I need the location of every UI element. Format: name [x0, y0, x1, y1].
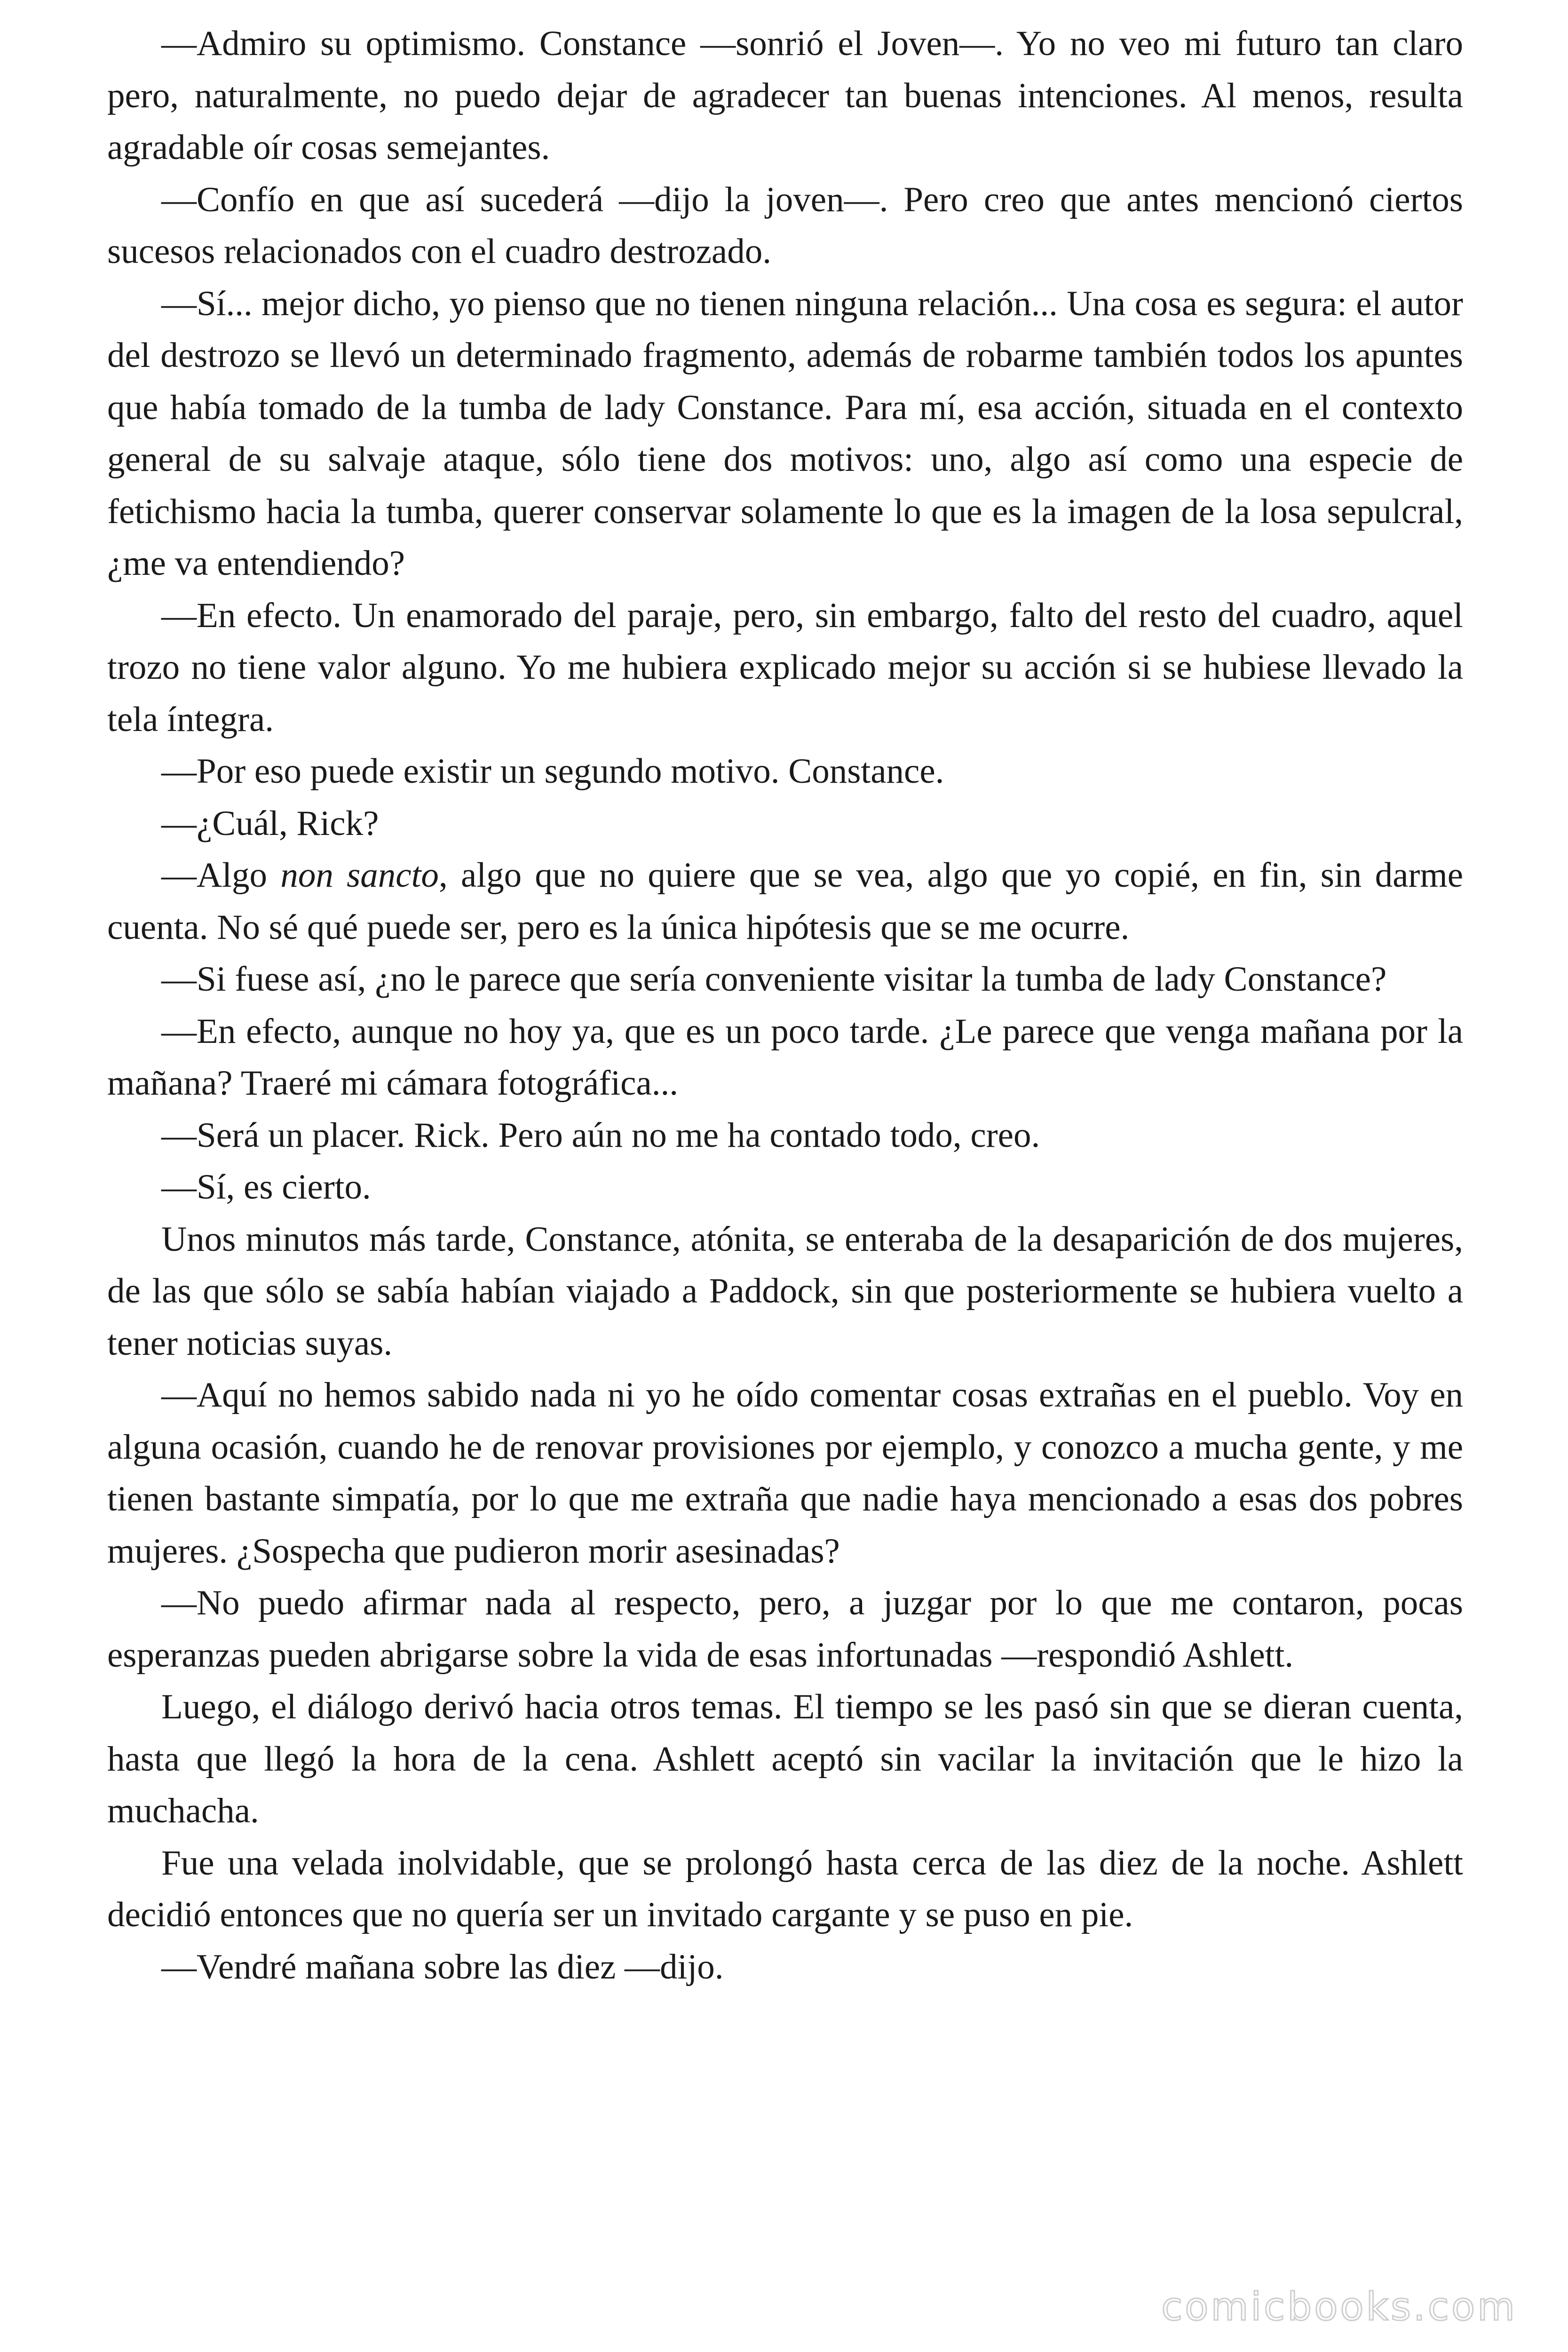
italic-phrase: non sancto — [280, 856, 439, 895]
paragraph: —Algo non sancto, algo que no quiere que se vea, algo que yo copié, en fin, sin darme cuenta. No sé qué puede ser, pero es la única hipótesis que se me ocurre. — [107, 856, 1463, 947]
paragraph: —En efecto. Un enamorado del paraje, pero, sin embargo, falto del resto del cuadro, aquel trozo no tiene valor alguno. Yo me hubiera explicado mejor su acción si se hubiese llevado la tela íntegra. — [107, 596, 1463, 739]
paragraph: Unos minutos más tarde, Constance, atónita, se enteraba de la desaparición de dos mujeres, de las que sólo se sabía habían viajado a Paddock, sin que posteriormente se hubiera vuelto a tener noticias suyas. — [107, 1219, 1463, 1363]
paragraph: —Sí, es cierto. — [161, 1168, 371, 1207]
paragraph: —Si fuese así, ¿no le parece que sería conveniente visitar la tumba de lady Constance? — [161, 960, 1387, 999]
paragraph: —En efecto, aunque no hoy ya, que es un poco tarde. ¿Le parece que venga mañana por la mañana? Traeré mi cámara fotográfica... — [107, 1011, 1463, 1103]
paragraph: —Confío en que así sucederá —dijo la joven—. Pero creo que antes mencionó ciertos sucesos relacionados con el cuadro destrozado. — [107, 180, 1463, 271]
book-page-text — [107, 18, 1463, 1993]
paragraph: —Por eso puede existir un segundo motivo. Constance. — [161, 752, 944, 791]
paragraph: —Sí... mejor dicho, yo pienso que no tienen ninguna relación... Una cosa es segura: el autor del destrozo se llevó un determinado fragmento, además de robarme también todos los apuntes que había tomado de la tumba de lady Constance. Para mí, esa acción, situada en el contexto general de su salvaje ataque, sólo tiene dos motivos: uno, algo así como una especie de fetichismo hacia la tumba, querer conservar solamente lo que es la imagen de la losa sepulcral, ¿me va entendiendo? — [107, 284, 1463, 583]
paragraph: Luego, el diálogo derivó hacia otros temas. El tiempo se les pasó sin que se dieran cuenta, hasta que llegó la hora de la cena. Ashlett aceptó sin vacilar la invitación que le hizo la muchacha. — [107, 1687, 1463, 1830]
watermark: comicbooks.com — [1161, 2285, 1517, 2329]
paragraph: —¿Cuál, Rick? — [161, 803, 379, 843]
paragraph: Fue una velada inolvidable, que se prolongó hasta cerca de las diez de la noche. Ashlett decidió entonces que no quería ser un invitado cargante y se puso en pie. — [107, 1843, 1463, 1934]
paragraph: —No puedo afirmar nada al respecto, pero, a juzgar por lo que me contaron, pocas esperanzas pueden abrigarse sobre la vida de esas infortunadas —respondió Ashlett. — [107, 1583, 1463, 1675]
paragraph: —Aquí no hemos sabido nada ni yo he oído comentar cosas extrañas en el pueblo. Voy en alguna ocasión, cuando he de renovar provisiones por ejemplo, y conozco a mucha gente, y me tienen bastante simpatía, por lo que me extraña que nadie haya mencionado a esas dos pobres mujeres. ¿Sospecha que pudieron morir asesinadas? — [107, 1375, 1463, 1571]
paragraph: —Admiro su optimismo. Constance —sonrió el Joven—. Yo no veo mi futuro tan claro pero, naturalmente, no puedo dejar de agradecer tan buenas intenciones. Al menos, resulta agradable oír cosas semejantes. — [107, 24, 1463, 167]
paragraph: —Vendré mañana sobre las diez —dijo. — [161, 1947, 724, 1986]
paragraph: —Será un placer. Rick. Pero aún no me ha contado todo, creo. — [161, 1115, 1040, 1155]
